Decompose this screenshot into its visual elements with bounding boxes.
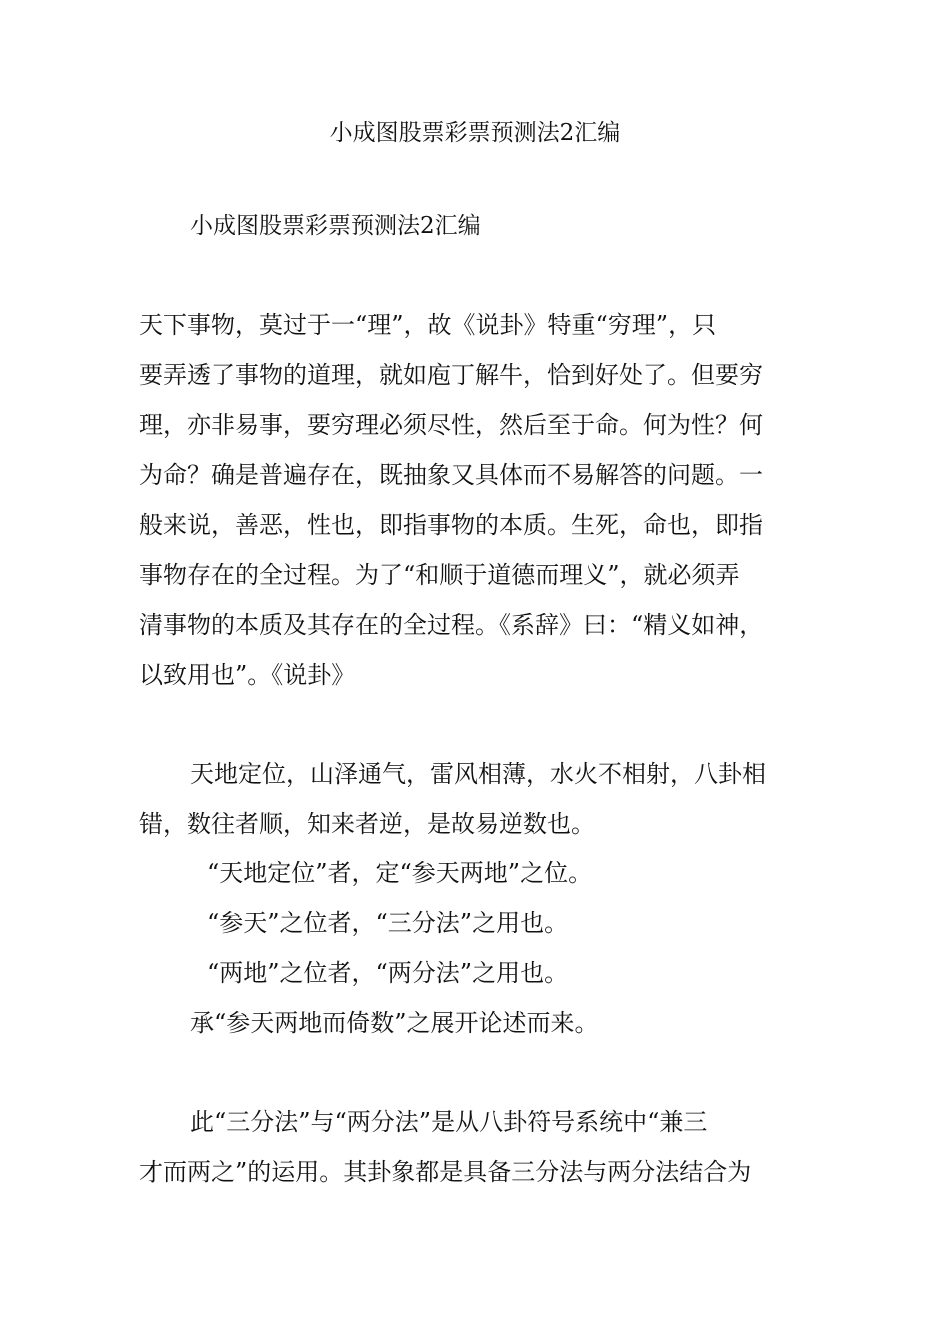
quote-line: “两地”之位者，“两分法”之用也。 [207,959,569,987]
text-line: 般来说，善恶，性也，即指事物的本质。生死，命也，即指 [139,511,763,539]
document-title: 小成图股票彩票预测法2汇编 [329,120,621,146]
text-line: 要弄透了事物的道理，就如庖丁解牛，恰到好处了。但要穷 [139,361,763,389]
quote-line: “天地定位”者，定“参天两地”之位。 [207,859,593,887]
text-line: 天地定位，山泽通气，雷风相薄，水火不相射，八卦相 [190,760,766,788]
text-line: 清事物的本质及其存在的全过程。《系辞》曰：“精义如神， [139,611,764,639]
quote-line: “参天”之位者，“三分法”之用也。 [207,909,569,937]
text-line: 事物存在的全过程。为了“和顺于道德而理义”，就必须弄 [139,561,740,589]
text-line: 理，亦非易事，要穷理必须尽性，然后至于命。何为性？何 [139,411,763,439]
text-line: 此“三分法”与“两分法”是从八卦符号系统中“兼三 [190,1108,708,1136]
text-line: 错，数往者顺，知来者逆，是故易逆数也。 [139,810,595,838]
document-subtitle: 小成图股票彩票预测法2汇编 [190,213,481,239]
paragraph-3: 承“参天两地而倚数”之展开论述而来。 [190,1009,599,1037]
text-line: 才而两之”的运用。其卦象都是具备三分法与两分法结合为 [139,1158,752,1186]
text-line: 以致用也”。《说卦》 [139,661,356,689]
text-line: 为命？确是普遍存在，既抽象又具体而不易解答的问题。一 [139,461,763,489]
text-line: 天下事物，莫过于一“理”，故《说卦》特重“穷理”，只 [139,311,717,339]
